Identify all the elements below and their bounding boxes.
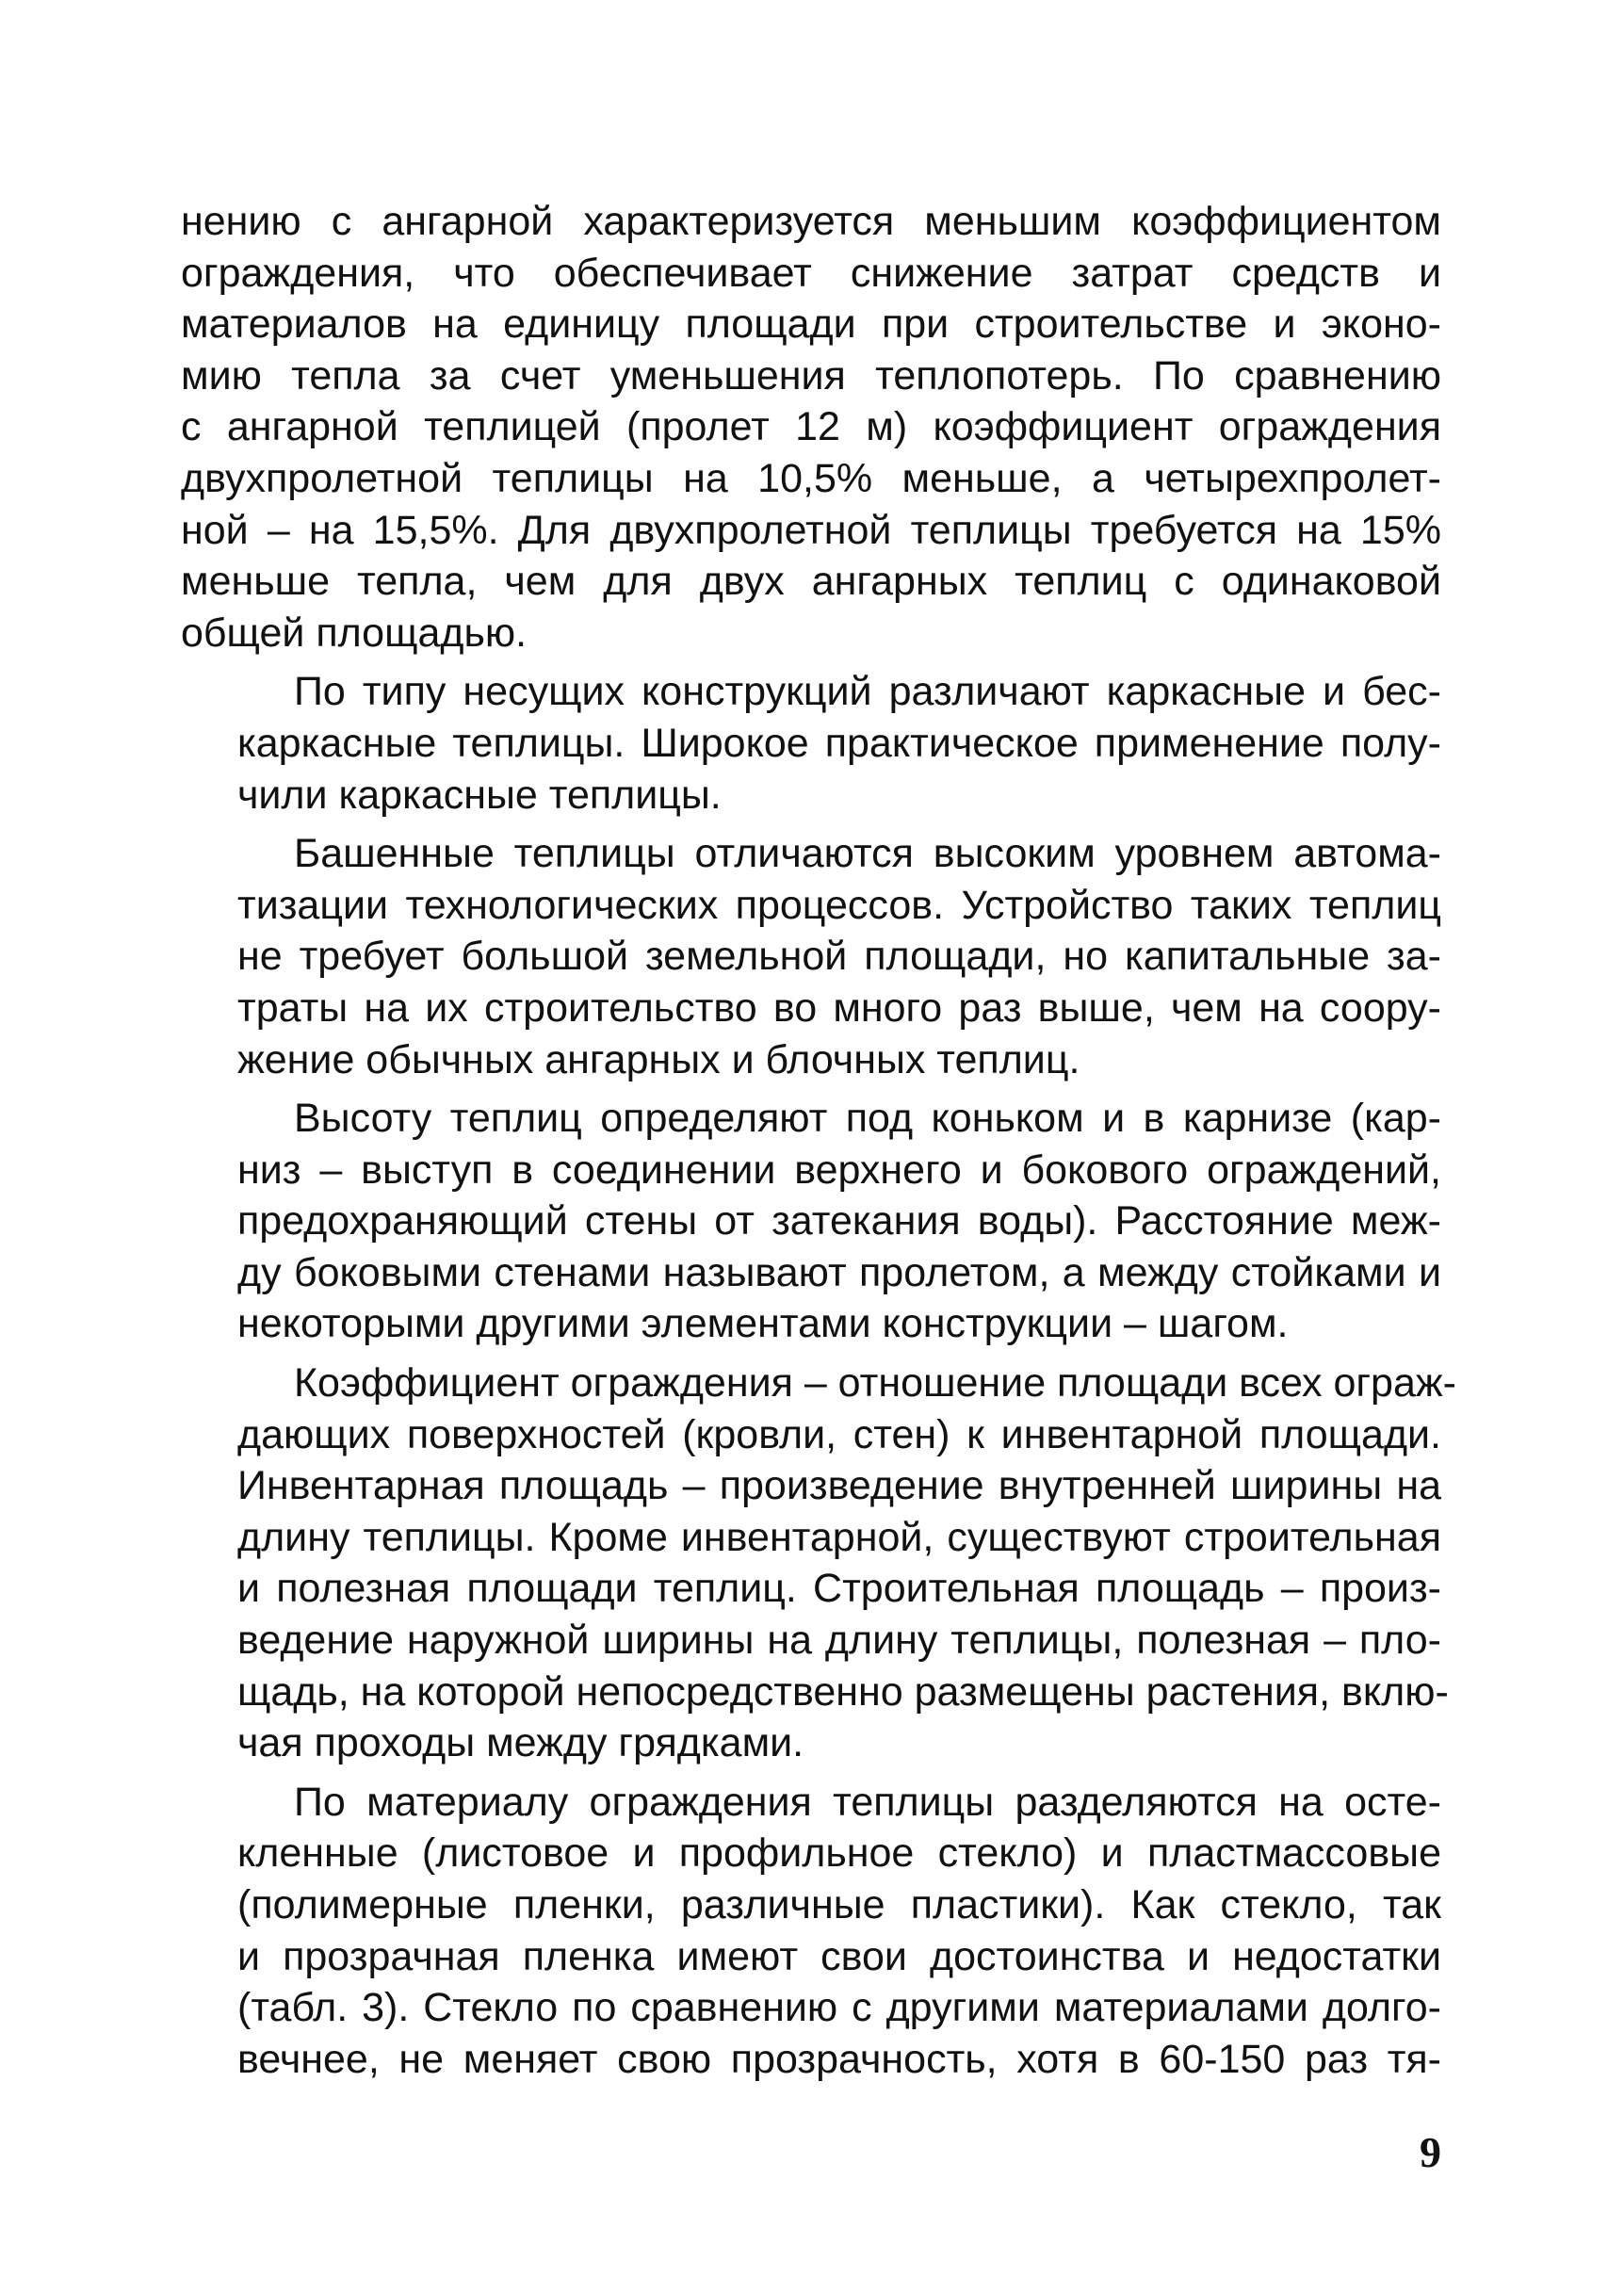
- paragraph: [181, 1093, 1441, 1350]
- text-line: ду боковыми стенами называют пролетом, а между стойками и: [237, 1249, 1441, 1295]
- text-line: По типу несущих конструкций различают каркасные и бес-: [294, 669, 1441, 715]
- text-line: (полимерные пленки, различные пластики). Как стекло, так: [237, 1882, 1441, 1927]
- text-line: вечнее, не меняет свою прозрачность, хотя в 60-150 раз тя-: [237, 2036, 1441, 2082]
- text-line: чили каркасные теплицы.: [237, 772, 722, 818]
- text-line: низ – выступ в соединении верхнего и бокового ограждений,: [237, 1146, 1441, 1193]
- paragraph: [181, 1777, 1441, 2086]
- text-line: Коэффициент ограждения – отношение площади всех ограж-: [294, 1360, 1456, 1407]
- page-number: 9: [1420, 2128, 1441, 2176]
- text-line: двухпролетной теплицы на 10,5% меньше, а четырехпролет-: [181, 455, 1441, 501]
- text-line: длину теплицы. Кроме инвентарной, существуют строительная: [237, 1514, 1441, 1560]
- text-line: дающих поверхностей (кровли, стен) к инвентарной площади.: [237, 1411, 1441, 1457]
- text-line: и прозрачная пленка имеют свои достоинства и недостатки: [237, 1933, 1441, 1979]
- text-line: По материалу ограждения теплицы разделяются на осте-: [294, 1779, 1441, 1825]
- paragraph: [181, 196, 1441, 659]
- page-body: [181, 196, 1456, 2092]
- text-line: с ангарной теплицей (пролет 12 м) коэффициент ограждения: [181, 404, 1441, 450]
- text-line: некоторыми другими элементами конструкции – шагом.: [237, 1301, 1289, 1347]
- text-line: предохраняющий стены от затекания воды). Расстояние меж-: [237, 1198, 1441, 1244]
- text-line: чая проходы между грядками.: [237, 1720, 804, 1766]
- text-line: Высоту теплиц определяют под коньком и в карнизе (кар-: [294, 1096, 1441, 1142]
- text-line: меньше тепла, чем для двух ангарных теплиц с одинаковой: [181, 559, 1441, 605]
- paragraph: [181, 1358, 1456, 1769]
- text-line: Инвентарная площадь – произведение внутренней ширины на: [237, 1463, 1441, 1509]
- text-line: нению с ангарной характеризуется меньшим коэффициентом: [181, 199, 1441, 244]
- paragraph: [181, 828, 1441, 1085]
- text-line: материалов на единицу площади при строительстве и эконо-: [181, 301, 1441, 348]
- text-line: ной – на 15,5%. Для двухпролетной теплицы требуется на 15%: [181, 507, 1441, 553]
- text-line: и полезная площади теплиц. Строительная площадь – произ-: [237, 1566, 1441, 1612]
- text-line: ограждения, что обеспечивает снижение затрат средств и: [181, 250, 1441, 296]
- text-line: Башенные теплицы отличаются высоким уровнем автома-: [294, 831, 1441, 877]
- text-line: жение обычных ангарных и блочных теплиц.: [237, 1036, 1080, 1082]
- paragraph: [181, 666, 1441, 821]
- text-line: мию тепла за счет уменьшения теплопотерь. По сравнению: [181, 352, 1441, 398]
- text-line: кленные (листовое и профильное стекло) и пластмассовые: [237, 1830, 1441, 1877]
- text-line: не требует большой земельной площади, но капитальные за-: [237, 934, 1441, 980]
- text-line: ведение наружной ширины на длину теплицы, полезная – пло-: [237, 1618, 1441, 1664]
- text-line: (табл. 3). Стекло по сравнению с другими материалами долго-: [237, 1985, 1441, 2031]
- text-line: щадь, на которой непосредственно размещены растения, вклю-: [237, 1668, 1449, 1715]
- text-line: тизации технологических процессов. Устройство таких теплиц: [237, 882, 1441, 928]
- text-line: общей площадью.: [181, 610, 528, 656]
- text-line: каркасные теплицы. Широкое практическое применение полу-: [237, 720, 1441, 766]
- text-line: траты на их строительство во много раз выше, чем на соору-: [237, 984, 1441, 1031]
